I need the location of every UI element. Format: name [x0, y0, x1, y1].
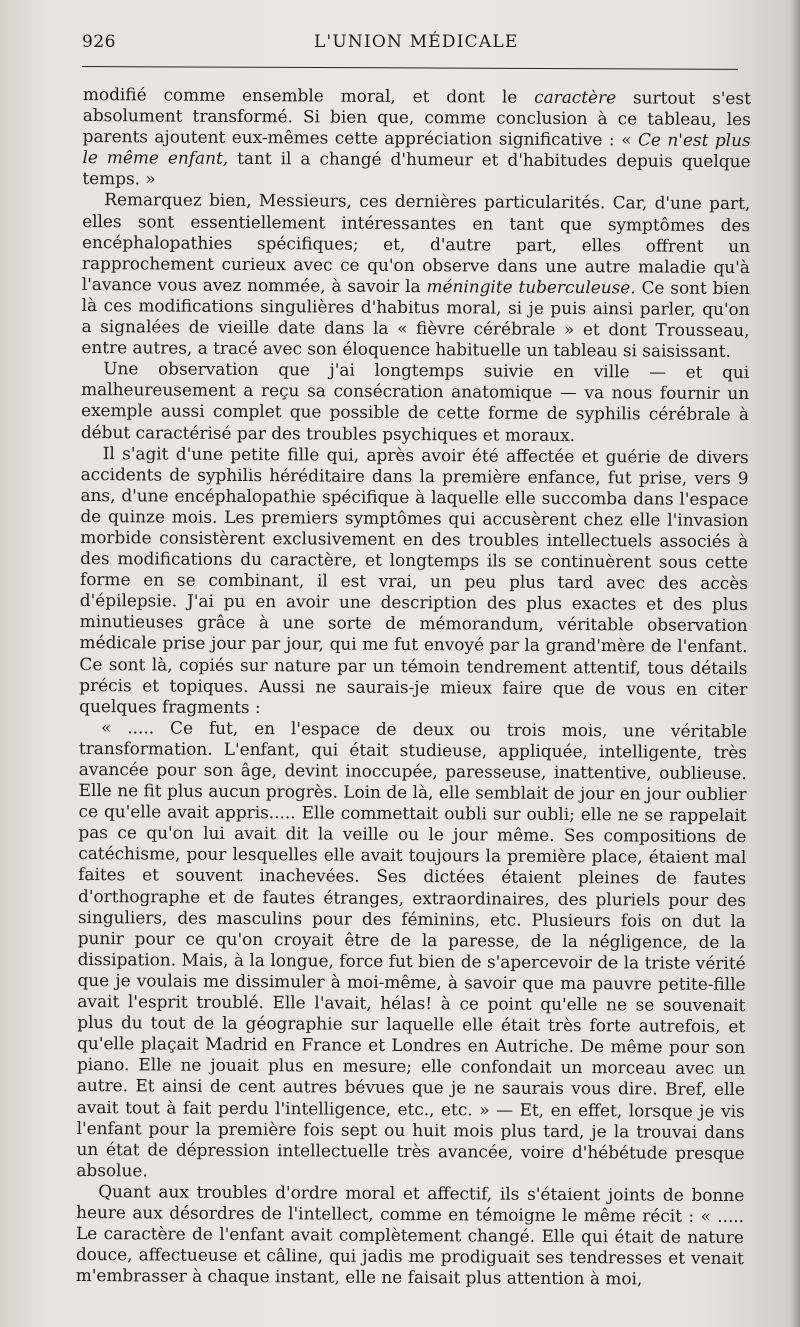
paragraph-2 — [81, 189, 750, 362]
segment: surtout s'est absolument transformé. Si bien que, comme conclusion à ce tableau, les parents ajoutent eux-mêmes cette appréciation significative : « — [82, 87, 751, 150]
segment-italic: méningite tuberculeuse. — [426, 275, 636, 298]
paragraph-1 — [82, 84, 751, 194]
segment: Ce sont bien là ces modifications singulières d'habitus moral, si je puis ainsi parler, qu'on a signalées de vieille date dans la « fièvre cérébrale » et dont Trousseau, entre autres, a tracé avec son éloquence habituelle un tableau si saisissant. — [81, 277, 750, 362]
segment: Une observation que j'ai longtemps suivie en ville — et qui malheureusement a reçu sa consécration anatomique — va nous fournir un exemple aussi complet que possible de cette forme de syphilis cérébrale à début caractérisé par des troubles psychiques et moraux. — [80, 358, 750, 445]
body-text — [76, 84, 751, 1290]
paragraph-5-quotation — [76, 717, 747, 1185]
running-title: L'UNION MÉDICALE — [314, 32, 519, 52]
segment-italic: Ce n'est plus le même enfant, — [82, 129, 751, 169]
segment: modifié comme ensemble moral, et dont le — [82, 84, 535, 107]
page-number: 926 — [82, 32, 116, 52]
page-header — [82, 32, 722, 62]
page-edge-shadow — [790, 0, 800, 1327]
segment: tant il a changé d'humeur et d'habitudes depuis quelque temps. » — [82, 148, 751, 189]
segment-italic: caractère — [534, 86, 617, 108]
segment: Remarquez bien, Messieurs, ces dernières particularités. Car, d'une part, elles sont essentiellement intéressantes en tant que symptômes des encéphalopathies spécifiques; et, d'autre part, elles offrent un rapprochement curieux avec ce qu'on observe dans une autre maladie qu'à l'avance vous avez nommée, à savoir la — [81, 189, 751, 296]
segment: Il s'agit d'une petite fille qui, après avoir été affectée et guérie de divers accidents de syphilis héréditaire dans la première enfance, fut prise, vers 9 ans, d'une encéphalopathie spécifique à laquelle elle succomba dans l'espace de quinze mois. Les premiers symptômes qui accusèrent chez elle l'invasion morbide consistèrent exclusivement en des troubles intellectuels associés à des modifications du caractère, et longtemps ils se continuèrent sous cette forme en se combinant, il est vrai, un peu plus tard avec des accès d'épilepsie. J'ai pu en avoir une description des plus exactes et des plus minutieuses grâce à une sorte de mémorandum, véritable observation médicale prise jour par jour, qui me fut envoyé par la grand'mère de l'enfant. Ce sont là, copiés sur nature par un témoin tendrement attentif, tous détails précis et topiques. Aussi ne saurais-je mieux faire que de vous en citer quelques fragments : — [79, 442, 749, 717]
header-rule — [82, 66, 738, 70]
paragraph-6 — [76, 1181, 745, 1291]
segment: « ..... Ce fut, en l'espace de deux ou trois mois, une véritable transformation. L'enfant, qui était studieuse, appliquée, intelligente, très avancée pour son âge, devint inoccupée, paresseuse, inattentive, oublieuse. Elle ne fit plus aucun progrès. Loin de là, elle semblait de jour en jour oublier ce qu'elle avait appris..... Elle commettait oubli sur oubli; elle ne se rappelait pas ce qu'on lui avait dit la veille ou le jour même. Ses compositions de catéchisme, pour lesquelles elle avait toujours la première place, étaient mal faites et souvent inachevées. Ses dictées étaient pleines de fautes d'orthographe et de fautes étranges, extraordinaires, des pluriels pour des singuliers, des masculins pour des féminins, etc. Plusieurs fois on dut la punir pour ce qu'on croyait être de la paresse, de la négligence, de la dissipation. Mais, à la longue, force fut bien de s'apercevoir de la triste vérité que je voulais me dissimuler à moi-même, à savoir que ma pauvre petite-fille avait l'esprit troublé. Elle l'avait, hélas! à ce point qu'elle ne se souvenait plus du tout de la géographie sur laquelle elle était très forte autrefois, et qu'elle plaçait Madrid en France et Londres en Autriche. De même pour son piano. Elle ne jouait plus en mesure; elle confondait un morceau avec un autre. Et ainsi de cent autres bévues que je ne saurais vous dire. Bref, elle avait tout à fait perdu l'intelligence, etc., etc. » — Et, en effet, lorsque je vis l'enfant pour la première fois sept ou huit mois plus tard, je la trouvai dans un état de dépression intellectuelle très avancée, voire d'hébétude presque absolue. — [76, 716, 748, 1181]
paragraph-3 — [81, 358, 750, 446]
paragraph-4 — [79, 443, 749, 721]
segment: Quant aux troubles d'ordre moral et affectif, ils s'étaient joints de bonne heure aux désordres de l'intellect, comme en témoigne le même récit : « ..... Le caractère de l'enfant avait complètement changé. Elle qui était de nature douce, affectueuse et câline, qui jadis me prodiguait ses tendresses et venait m'embrasser à chaque instant, elle ne faisait plus attention à moi, — [75, 1180, 745, 1289]
